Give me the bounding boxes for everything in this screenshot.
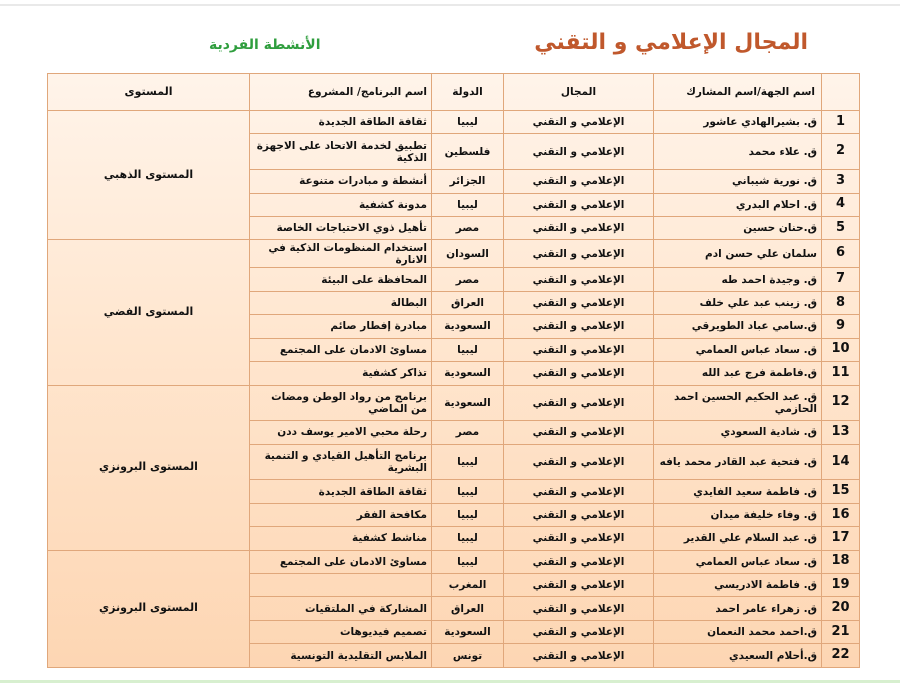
row-number: 6	[822, 240, 860, 268]
table-row	[48, 550, 860, 573]
level-cell: المستوى البرونزي	[48, 385, 250, 550]
row-number: 15	[822, 480, 860, 503]
row-number: 5	[822, 216, 860, 239]
field-cell: الإعلامي و التقني	[504, 111, 654, 134]
field-cell: الإعلامي و التقني	[504, 134, 654, 170]
header-num	[822, 74, 860, 111]
page-title: المجال الإعلامي و التقني	[534, 30, 808, 55]
participant-name: ق. شادية السعودي	[654, 421, 822, 444]
project-cell: استخدام المنظومات الذكية في الانارة	[250, 240, 432, 268]
row-number: 14	[822, 444, 860, 480]
level-cell: المستوى الفضي	[48, 240, 250, 385]
country-cell: السعودية	[432, 385, 504, 421]
project-cell: مكافحة الفقر	[250, 503, 432, 526]
row-number: 7	[822, 268, 860, 291]
field-cell: الإعلامي و التقني	[504, 620, 654, 643]
field-cell: الإعلامي و التقني	[504, 644, 654, 668]
field-cell: الإعلامي و التقني	[504, 421, 654, 444]
project-cell	[250, 574, 432, 597]
field-cell: الإعلامي و التقني	[504, 240, 654, 268]
participant-name: ق.أحلام السعيدي	[654, 644, 822, 668]
project-cell: المشاركة في الملتقيات	[250, 597, 432, 620]
country-cell: ليبيا	[432, 338, 504, 361]
participants-table	[47, 73, 860, 668]
country-cell: العراق	[432, 597, 504, 620]
country-cell: مصر	[432, 268, 504, 291]
project-cell: رحلة محبي الامير يوسف ددن	[250, 421, 432, 444]
page-subtitle: الأنشطة الفردية	[209, 37, 321, 53]
bottom-border-line	[0, 680, 900, 683]
field-cell: الإعلامي و التقني	[504, 503, 654, 526]
participant-name: ق.حنان حسين	[654, 216, 822, 239]
row-number: 9	[822, 315, 860, 338]
level-cell: المستوى البرونزي	[48, 550, 250, 667]
field-cell: الإعلامي و التقني	[504, 268, 654, 291]
project-cell: برنامج التأهيل القيادي و التنمية البشرية	[250, 444, 432, 480]
table-row	[48, 111, 860, 134]
row-number: 12	[822, 385, 860, 421]
participant-name: ق. وفاء خليفة ميدان	[654, 503, 822, 526]
field-cell: الإعلامي و التقني	[504, 444, 654, 480]
participant-name: ق. سعاد عباس العمامي	[654, 550, 822, 573]
field-cell: الإعلامي و التقني	[504, 385, 654, 421]
header-level: المستوى	[48, 74, 250, 111]
field-cell: الإعلامي و التقني	[504, 527, 654, 550]
row-number: 21	[822, 620, 860, 643]
country-cell: المغرب	[432, 574, 504, 597]
country-cell: السعودية	[432, 315, 504, 338]
country-cell: ليبيا	[432, 503, 504, 526]
field-cell: الإعلامي و التقني	[504, 315, 654, 338]
participant-name: ق. علاء محمد	[654, 134, 822, 170]
row-number: 17	[822, 527, 860, 550]
participant-name: سلمان علي حسن ادم	[654, 240, 822, 268]
country-cell: مصر	[432, 216, 504, 239]
participants-table-container	[47, 73, 859, 668]
field-cell: الإعلامي و التقني	[504, 216, 654, 239]
participant-name: ق. فاطمة الادريسي	[654, 574, 822, 597]
country-cell: الجزائر	[432, 170, 504, 193]
country-cell: ليبيا	[432, 527, 504, 550]
project-cell: تطبيق لخدمة الاتحاد على الاجهزة الذكية	[250, 134, 432, 170]
project-cell: ثقافة الطاقة الجديدة	[250, 111, 432, 134]
row-number: 13	[822, 421, 860, 444]
participant-name: ق. عبد الحكيم الحسين احمد الحازمي	[654, 385, 822, 421]
participant-name: ق. زهراء عامر احمد	[654, 597, 822, 620]
project-cell: مساوئ الادمان على المجتمع	[250, 338, 432, 361]
participant-name: ق. سعاد عباس العمامي	[654, 338, 822, 361]
top-border-line	[0, 4, 900, 6]
table-row	[48, 385, 860, 421]
country-cell: ليبيا	[432, 550, 504, 573]
header-name: اسم الجهة/اسم المشارك	[654, 74, 822, 111]
country-cell: فلسطين	[432, 134, 504, 170]
project-cell: البطالة	[250, 291, 432, 314]
participant-name: ق. وجيدة احمد طه	[654, 268, 822, 291]
country-cell: السعودية	[432, 362, 504, 385]
project-cell: مساوئ الادمان على المجتمع	[250, 550, 432, 573]
project-cell: تصميم فيديوهات	[250, 620, 432, 643]
participant-name: ق.فاطمة فرج عبد الله	[654, 362, 822, 385]
row-number: 16	[822, 503, 860, 526]
row-number: 11	[822, 362, 860, 385]
project-cell: تأهيل ذوي الاحتياجات الخاصة	[250, 216, 432, 239]
table-header-row	[48, 74, 860, 111]
country-cell: ليبيا	[432, 193, 504, 216]
country-cell: السودان	[432, 240, 504, 268]
project-cell: برنامج من رواد الوطن ومضات من الماضي	[250, 385, 432, 421]
participant-name: ق. بشيرالهادي عاشور	[654, 111, 822, 134]
row-number: 18	[822, 550, 860, 573]
project-cell: المحافظة على البيئة	[250, 268, 432, 291]
field-cell: الإعلامي و التقني	[504, 338, 654, 361]
participant-name: ق. نورية شيباني	[654, 170, 822, 193]
row-number: 19	[822, 574, 860, 597]
participant-name: ق.سامي عباد الطويرقي	[654, 315, 822, 338]
row-number: 4	[822, 193, 860, 216]
participant-name: ق.احمد محمد النعمان	[654, 620, 822, 643]
country-cell: تونس	[432, 644, 504, 668]
participant-name: ق. فاطمة سعيد الفايدي	[654, 480, 822, 503]
header-project: اسم البرنامج/ المشروع	[250, 74, 432, 111]
header-country: الدولة	[432, 74, 504, 111]
field-cell: الإعلامي و التقني	[504, 170, 654, 193]
project-cell: مناشط كشفية	[250, 527, 432, 550]
row-number: 20	[822, 597, 860, 620]
country-cell: ليبيا	[432, 444, 504, 480]
field-cell: الإعلامي و التقني	[504, 597, 654, 620]
participant-name: ق. زينب عبد علي خلف	[654, 291, 822, 314]
field-cell: الإعلامي و التقني	[504, 574, 654, 597]
project-cell: مدونة كشفية	[250, 193, 432, 216]
row-number: 8	[822, 291, 860, 314]
project-cell: مبادرة إفطار صائم	[250, 315, 432, 338]
field-cell: الإعلامي و التقني	[504, 362, 654, 385]
project-cell: أنشطة و مبادرات متنوعة	[250, 170, 432, 193]
field-cell: الإعلامي و التقني	[504, 193, 654, 216]
header-field: المجال	[504, 74, 654, 111]
country-cell: العراق	[432, 291, 504, 314]
project-cell: ثقافة الطاقة الجديدة	[250, 480, 432, 503]
field-cell: الإعلامي و التقني	[504, 550, 654, 573]
country-cell: السعودية	[432, 620, 504, 643]
table-row	[48, 240, 860, 268]
country-cell: ليبيا	[432, 480, 504, 503]
row-number: 2	[822, 134, 860, 170]
project-cell: الملابس التقليدية التونسية	[250, 644, 432, 668]
row-number: 22	[822, 644, 860, 668]
field-cell: الإعلامي و التقني	[504, 480, 654, 503]
country-cell: ليبيا	[432, 111, 504, 134]
country-cell: مصر	[432, 421, 504, 444]
row-number: 1	[822, 111, 860, 134]
project-cell: تذاكر كشفية	[250, 362, 432, 385]
field-cell: الإعلامي و التقني	[504, 291, 654, 314]
level-cell: المستوى الذهبي	[48, 111, 250, 240]
participant-name: ق. فتحية عبد القادر محمد يافه	[654, 444, 822, 480]
participant-name: ق. عبد السلام علي القدير	[654, 527, 822, 550]
row-number: 3	[822, 170, 860, 193]
participant-name: ق. احلام البدري	[654, 193, 822, 216]
row-number: 10	[822, 338, 860, 361]
